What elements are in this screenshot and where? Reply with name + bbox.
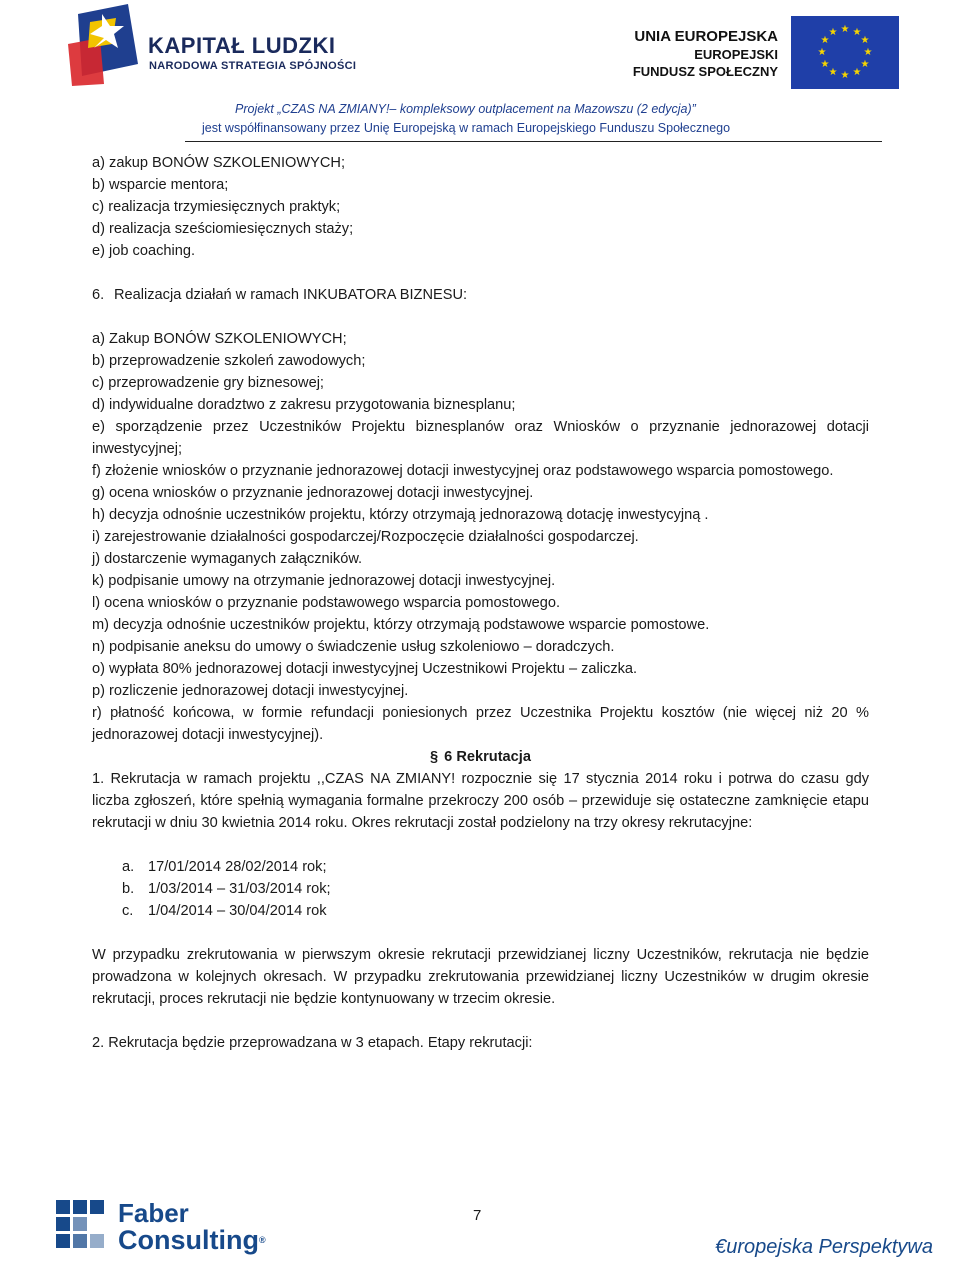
svg-text:★: ★ xyxy=(860,59,870,70)
eu-line-1: UNIA EUROPEJSKA xyxy=(634,28,778,45)
list-item: r) płatność końcowa, w formie refundacji poniesionych przez Uczestnika Projektu kosztów (nie więcej niż 20 % jednorazowej dotacji inwestycyjnej). xyxy=(92,705,869,743)
eu-text-block xyxy=(633,28,778,80)
svg-text:★: ★ xyxy=(820,59,830,70)
header-divider xyxy=(185,141,882,142)
faber-brand-name: Consulting xyxy=(118,1225,259,1255)
list-item: k) podpisanie umowy na otrzymanie jednorazowej dotacji inwestycyjnej. xyxy=(92,573,556,589)
list-item: f) złożenie wniosków o przyznanie jednorazowej dotacji inwestycyjnej oraz podstawowego wsparcia pomostowego. xyxy=(92,463,834,479)
page-footer xyxy=(0,1190,960,1267)
period-text: 17/01/2014 28/02/2014 rok; xyxy=(148,859,327,875)
period-item xyxy=(92,856,869,878)
list-item: c) realizacja trzymiesięcznych praktyk; xyxy=(92,199,341,215)
section-title: 6 Rekrutacja xyxy=(444,749,531,765)
spacer xyxy=(92,834,869,856)
point-6-heading xyxy=(92,284,869,306)
section-heading xyxy=(92,746,869,768)
svg-text:★: ★ xyxy=(852,27,862,38)
spacer xyxy=(92,922,869,944)
project-line: Projekt „CZAS NA ZMIANY!– kompleksowy outplacement na Mazowszu (2 edycja)” xyxy=(235,102,696,116)
faber-brand-line-2 xyxy=(118,1227,266,1254)
period-item xyxy=(92,878,869,900)
list-item: b) wsparcie mentora; xyxy=(92,177,229,193)
period-item xyxy=(92,900,869,922)
list-item: h) decyzja odnośnie uczestników projektu, którzy otrzymają jednorazową dotację inwestycyjną . xyxy=(92,507,709,523)
list-item: d) indywidualne doradztwo z zakresu przygotowania biznesplanu; xyxy=(92,397,516,413)
faber-consulting-logo-icon xyxy=(56,1200,112,1256)
paragraph: 2. Rekrutacja będzie przeprowadzana w 3 etapach. Etapy rekrutacji: xyxy=(92,1035,533,1051)
eu-flag-icon xyxy=(791,16,899,89)
period-text: 1/03/2014 – 31/03/2014 rok; xyxy=(148,881,331,897)
document-body xyxy=(92,152,869,1054)
paragraph: 1. Rekrutacja w ramach projektu ,,CZAS NA ZMIANY! rozpocznie się 17 stycznia 2014 roku i potrwa do czasu gdy liczba zgłoszeń, które spełnią wymagania formalne przekroczy 200 osób – przewiduje się ostateczne zamknięcie etapu rekrutacji w dniu 30 kwietnia 2014 roku. Okres rekrutacji został podzielony na trzy okresy rekrutacyjne: xyxy=(92,771,869,831)
period-text: 1/04/2014 – 30/04/2014 rok xyxy=(148,903,327,919)
page-number: 7 xyxy=(473,1207,482,1224)
list-item: e) job coaching. xyxy=(92,243,196,259)
point-6-title: Realizacja działań w ramach INKUBATORA BIZNESU: xyxy=(114,287,468,303)
period-letter: b. xyxy=(122,881,135,897)
section-symbol: § xyxy=(430,749,439,765)
svg-text:★: ★ xyxy=(840,70,850,81)
kapital-ludzki-logo-icon xyxy=(68,4,140,86)
list-item: l) ocena wniosków o przyznanie podstawowego wsparcia pomostowego. xyxy=(92,595,561,611)
spacer xyxy=(92,262,869,284)
list-item: p) rozliczenie jednorazowej dotacji inwestycyjnej. xyxy=(92,683,409,699)
page-header xyxy=(0,0,960,142)
list-item: i) zarejestrowanie działalności gospodarczej/Rozpoczęcie działalności gospodarczej. xyxy=(92,529,639,545)
list-item: a) zakup BONÓW SZKOLENIOWYCH; xyxy=(92,155,346,171)
svg-text:★: ★ xyxy=(828,67,838,78)
cofinancing-line: jest współfinansowany przez Unię Europejską w ramach Europejskiego Funduszu Społecznego xyxy=(202,121,731,135)
period-letter: a. xyxy=(122,859,135,875)
registered-mark: ® xyxy=(258,1235,266,1245)
list-item: o) wypłata 80% jednorazowej dotacji inwestycyjnej Uczestnikowi Projektu – zaliczka. xyxy=(92,661,638,677)
list-item: j) dostarczenie wymaganych załączników. xyxy=(92,551,363,567)
program-title: KAPITAŁ LUDZKI xyxy=(148,33,336,58)
faber-brand-line-1: Faber xyxy=(118,1198,189,1228)
eu-line-3: FUNDUSZ SPOŁECZNY xyxy=(632,64,778,79)
list-item: b) przeprowadzenie szkoleń zawodowych; xyxy=(92,353,366,369)
list-item: c) przeprowadzenie gry biznesowej; xyxy=(92,375,324,391)
svg-text:★: ★ xyxy=(840,24,850,35)
svg-text:★: ★ xyxy=(852,67,862,78)
period-letter: c. xyxy=(122,903,134,919)
svg-text:★: ★ xyxy=(817,47,827,58)
list-item: g) ocena wniosków o przyznanie jednorazowej dotacji inwestycyjnej. xyxy=(92,485,534,501)
program-subtitle: NARODOWA STRATEGIA SPÓJNOŚCI xyxy=(149,60,357,72)
svg-text:★: ★ xyxy=(828,27,838,38)
slogan: €uropejska Perspektywa xyxy=(715,1236,933,1258)
paragraph: W przypadku zrekrutowania w pierwszym okresie rekrutacji przewidzianej liczny Uczestników, rekrutacja nie będzie prowadzona w kolejnych okresach. W przypadku zrekrutowania przewidzianej liczny Uczestników w drugim okresie rekrutacji, proces rekrutacji nie będzie kontynuowany w trzecim okresie. xyxy=(92,947,869,1007)
spacer xyxy=(92,306,869,328)
eu-line-2: EUROPEJSKI xyxy=(694,47,778,62)
svg-text:★: ★ xyxy=(863,47,873,58)
list-item: m) decyzja odnośnie uczestników projektu, którzy otrzymają podstawowe wsparcie pomostowe. xyxy=(92,617,710,633)
point-6-number: 6. xyxy=(92,287,105,303)
svg-text:★: ★ xyxy=(820,35,830,46)
spacer xyxy=(92,1010,869,1032)
list-item: e) sporządzenie przez Uczestników Projektu biznesplanów oraz Wniosków o przyznanie jednorazowej dotacji inwestycyjnej; xyxy=(92,419,869,457)
list-item: n) podpisanie aneksu do umowy o świadczenie usług szkoleniowo – doradczych. xyxy=(92,639,615,655)
svg-text:★: ★ xyxy=(860,35,870,46)
list-item: a) Zakup BONÓW SZKOLENIOWYCH; xyxy=(92,331,347,347)
list-item: d) realizacja sześciomiesięcznych staży; xyxy=(92,221,354,237)
